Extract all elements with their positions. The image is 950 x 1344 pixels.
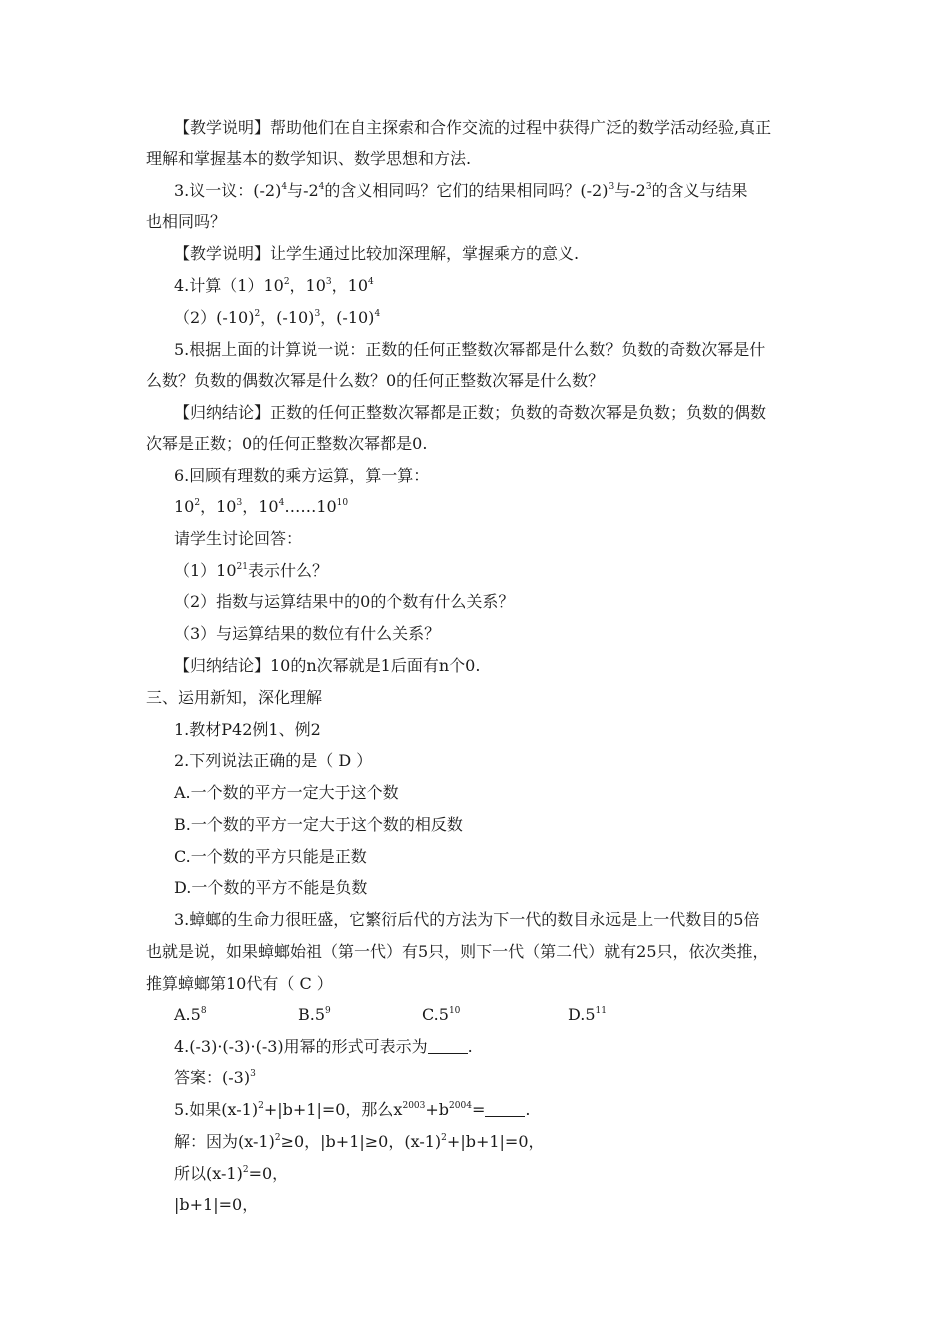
exercise-3: 3.蟑螂的生命力很旺盛，它繁衍后代的方法为下一代的数目永远是上一代数目的5倍 bbox=[174, 910, 760, 929]
exercise-3-option-c: $C.5^{10}$ bbox=[422, 1005, 461, 1024]
conclusion-2: 【归纳结论】10的n次幂就是1后面有n个0. bbox=[174, 656, 481, 675]
question-6: 6.回顾有理数的乘方运算，算一算： bbox=[174, 466, 430, 485]
teaching-note-1: 【教学说明】帮助他们在自主探索和合作交流的过程中获得广泛的数学活动经验,真正 bbox=[174, 118, 772, 137]
conclusion-1: 【归纳结论】正数的任何正整数次幂都是正数；负数的奇数次幂是负数；负数的偶数 bbox=[174, 403, 767, 422]
teaching-note-2: 【教学说明】让学生通过比较加深理解，掌握乘方的意义. bbox=[174, 244, 580, 263]
powers-of-ten: $10^2$，$10^3$，$10^4\dots\dots 10^{10}$ bbox=[174, 497, 349, 516]
question-4-part1: 4.计算$(1)10^2$，$10^3$，$10^4$ bbox=[174, 276, 374, 295]
exercise-3-option-d: $D.5^{11}$ bbox=[568, 1005, 607, 1024]
discussion-prompt: 请学生讨论回答： bbox=[174, 529, 303, 548]
question-4-part2: $(2)(-10)^2$，$(-10)^3$，$(-10)^4$ bbox=[174, 308, 381, 327]
solution-line-1: 解：因为$(x-1)^2\ge 0$，|b+1|≥0，$(x-1)^2+|b+1|=0$， bbox=[174, 1132, 545, 1151]
question-3-cont: 也相同吗？ bbox=[146, 212, 227, 231]
exercise-2-option-b: B.一个数的平方一定大于这个数的相反数 bbox=[174, 815, 463, 834]
exercise-3-option-b: $B.5^9$ bbox=[298, 1005, 331, 1024]
question-5-cont: 么数？负数的偶数次幂是什么数？0的任何正整数次幂是什么数？ bbox=[146, 371, 605, 390]
exercise-1: 1.教材P42例1、例2 bbox=[174, 720, 321, 739]
question-5: 5.根据上面的计算说一说：正数的任何正整数次幂都是什么数？负数的奇数次幂是什 bbox=[174, 340, 766, 359]
exercise-4: 4.(-3)·(-3)·(-3)用幂的形式可表示为 . bbox=[174, 1037, 473, 1056]
exercise-2-option-c: C.一个数的平方只能是正数 bbox=[174, 847, 367, 866]
exercise-2: 2.下列说法正确的是（ D ） bbox=[174, 751, 373, 770]
exercise-3-cont-1: 也就是说，如果蟑螂始祖（第一代）有5只，则下一代（第二代）就有25只，依次类推， bbox=[146, 942, 769, 961]
exercise-5: 5.如果$(x-1)^2+|b+1|=0$，那么$x^{2003}+b^{2004}=$ . bbox=[174, 1100, 531, 1119]
exercise-4-answer: 答案：$(-3)^3$ bbox=[174, 1068, 256, 1087]
exercise-2-option-a: A.一个数的平方一定大于这个数 bbox=[174, 783, 399, 802]
teaching-note-1-cont: 理解和掌握基本的数学知识、数学思想和方法. bbox=[146, 149, 472, 168]
solution-line-3: |b+1|=0， bbox=[174, 1195, 259, 1214]
discussion-item-2: （2）指数与运算结果中的0的个数有什么关系？ bbox=[174, 592, 515, 611]
exercise-3-option-a: $A.5^8$ bbox=[174, 1005, 207, 1024]
conclusion-1-cont: 次幂是正数；0的任何正整数次幂都是0. bbox=[146, 434, 428, 453]
answer-blank bbox=[485, 1102, 525, 1117]
answer-blank bbox=[428, 1039, 468, 1054]
solution-line-2: 所以$(x-1)^2=0$， bbox=[174, 1164, 289, 1183]
exercise-3-cont-2: 推算蟑螂第10代有（ C ） bbox=[146, 974, 333, 993]
question-3: 3.议一议：$(-2)^4$与$-2^4$的含义相同吗？它们的结果相同吗？$(-2)^3$与$-2^3$的含义与结果 bbox=[174, 181, 748, 200]
section-heading: 三、运用新知，深化理解 bbox=[146, 688, 323, 707]
discussion-item-1: $(1)10^{21}$表示什么？ bbox=[174, 561, 329, 580]
exercise-2-option-d: D.一个数的平方不能是负数 bbox=[174, 878, 368, 897]
discussion-item-3: （3）与运算结果的数位有什么关系？ bbox=[174, 624, 441, 643]
